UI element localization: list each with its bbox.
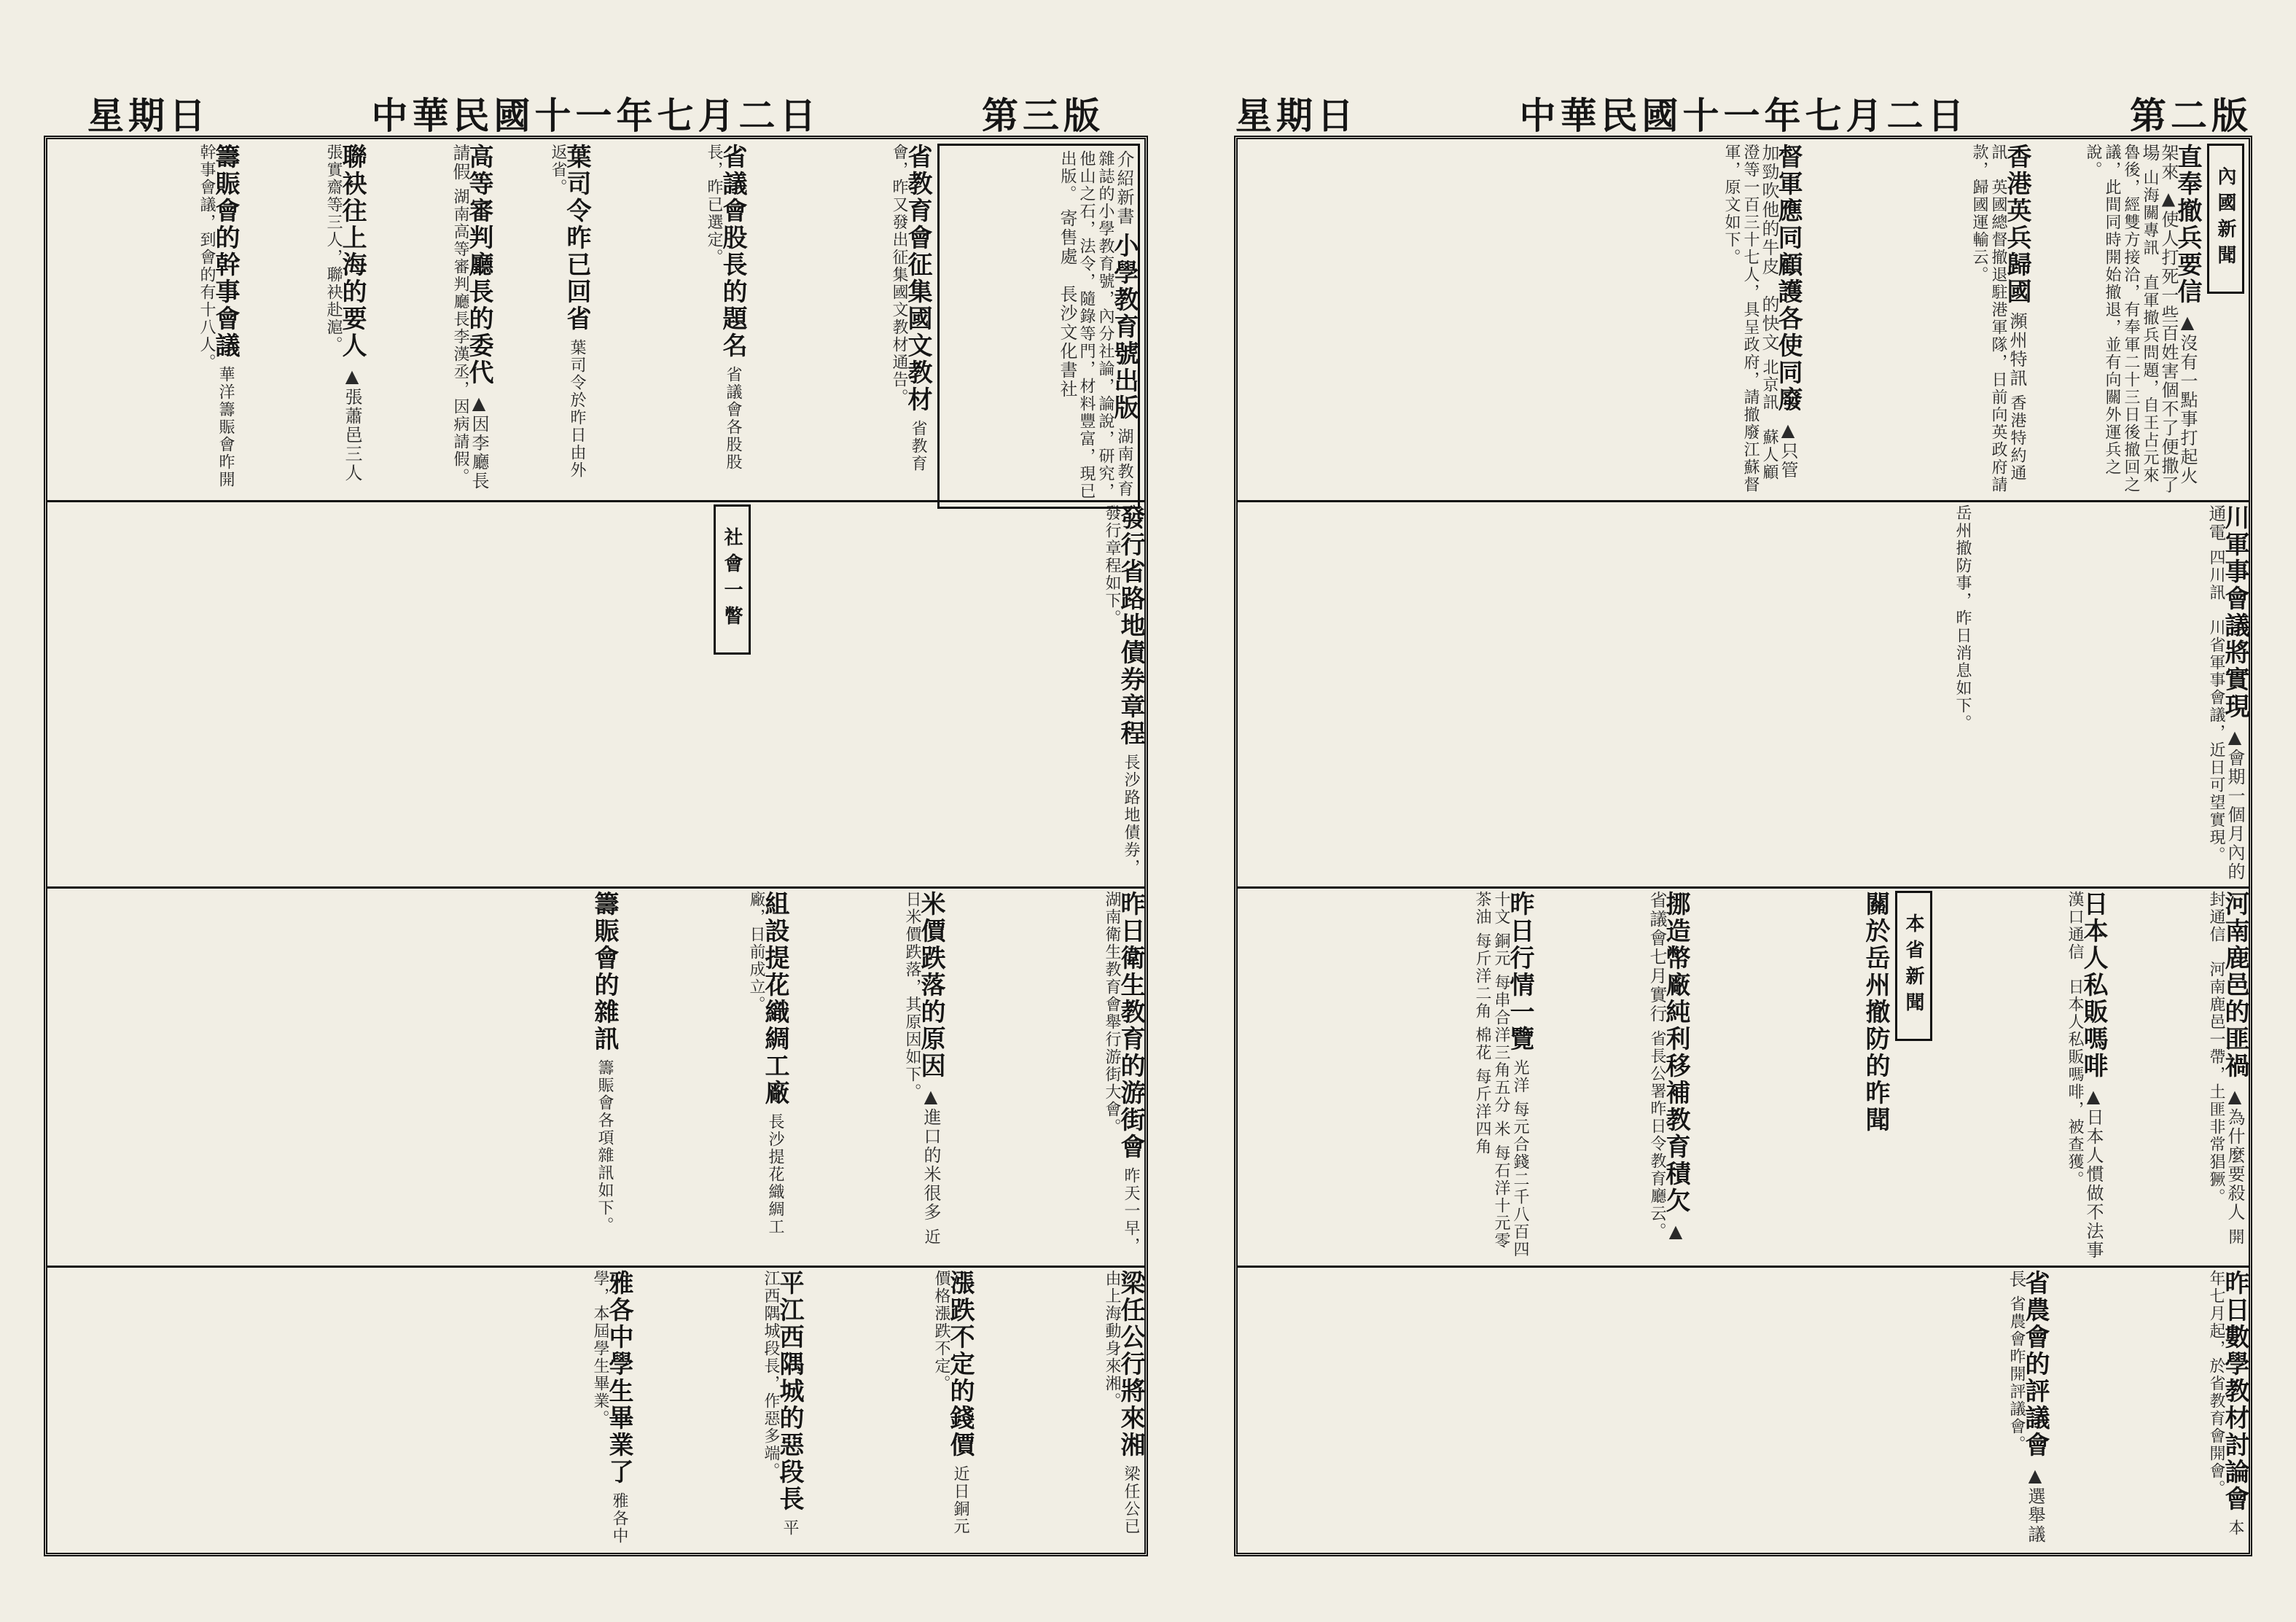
- subhead: ▲張蕭邑三人: [342, 366, 362, 483]
- article: [2037, 144, 2202, 496]
- headline: 省農會的評議會: [2020, 1270, 2050, 1459]
- page-two: [1148, 0, 2296, 1622]
- article: [1539, 891, 1690, 1261]
- article-body: 本年七月起，於省教育會開會。: [2207, 1270, 2244, 1537]
- article-body: 香港特約通訊 英國總督撤退駐港軍隊，日前向英政府請款，歸國運輸云。: [1970, 144, 2026, 494]
- market-title: 昨日行情一覽: [1505, 891, 1534, 1053]
- article-body: 省教育會，昨又發出征集國文教材通告。: [890, 144, 927, 472]
- article-body: 湖南高等審判廳長李漢丞，因病請假。: [451, 188, 469, 486]
- page-three-frame: [44, 136, 1148, 1556]
- headline: 組設提花織綢工廠: [760, 891, 789, 1107]
- article-body: 張實齋等三人，聯袂赴滬。: [324, 144, 343, 354]
- article: [1695, 891, 1890, 1261]
- article: [1808, 144, 2031, 496]
- headline: 平江西隅城的惡段長: [775, 1270, 804, 1513]
- band-1: [47, 139, 1144, 502]
- article-body: 開封通信 河南鹿邑一帶，土匪非常猖獗。: [2207, 891, 2244, 1246]
- article: [1855, 1270, 2050, 1548]
- section-domestic: 內國新聞: [2207, 144, 2244, 294]
- market-row: 米 每石洋十元零: [1492, 1120, 1510, 1249]
- article: [596, 144, 747, 496]
- band-1: [1238, 139, 2249, 502]
- article-body: 長沙提花織綢工廠，日前成立。: [747, 891, 784, 1236]
- subhead: ▲會期一個月內的通電: [2206, 504, 2245, 881]
- article: [761, 504, 1145, 882]
- article: [794, 891, 945, 1261]
- subhead: ▲選舉議長: [2006, 1270, 2045, 1544]
- article-body: 平江西隅城段長，作惡多端。: [762, 1270, 799, 1537]
- band-3: [47, 886, 1144, 1268]
- subhead: ▲進口的米很多: [921, 1086, 941, 1222]
- article: [499, 144, 591, 496]
- headline: 昨日衛生教育的游街會: [1116, 891, 1145, 1161]
- headline: 直奉撤兵要信: [2173, 144, 2202, 305]
- article-body: 近日米價跌落，其原因如下。: [903, 891, 940, 1246]
- subhead: ▲只管加勁吹他的牛皮 的快文: [1759, 144, 1798, 480]
- headline: 聯袂往上海的要人: [337, 144, 367, 359]
- market-table: [1311, 891, 1534, 1261]
- article: [1709, 504, 1972, 882]
- article: [752, 144, 932, 496]
- headline: 省教育會征集國文教材: [903, 144, 932, 413]
- article-body: 長沙路地債券，發行章程如下。: [1103, 504, 1140, 876]
- headline: 河南鹿邑的匪禍: [2220, 891, 2249, 1080]
- section-society: 社會一瞥: [714, 504, 751, 655]
- weekday: 星期日: [87, 94, 210, 137]
- article-body: 華洋籌賑會昨開幹事會議，到會的有十八人。: [198, 144, 235, 488]
- weekday: 星期日: [1235, 94, 1358, 137]
- article: [118, 144, 240, 496]
- subhead: ▲為什麼要殺人: [2225, 1086, 2245, 1222]
- article: [483, 891, 619, 1261]
- page-number: 第二版: [2130, 94, 2252, 137]
- market-row: 光洋 每元合錢二千八百四十文: [1492, 891, 1529, 1258]
- article: [468, 1270, 633, 1548]
- article-body: 省議會各股股長，昨已選定。: [705, 144, 742, 471]
- article-body: 北京訊 蘇人顧澄等一百三十七人，具呈政府，請撤廢江蘇督軍，原文如下。: [1722, 144, 1778, 494]
- subhead: ▲沒有一點事打起火架來 ▲使人打死一些百姓害個不了便撒了場: [2139, 144, 2198, 495]
- article: [1542, 144, 1803, 496]
- article: [1982, 504, 2249, 882]
- band-3: [1238, 886, 2249, 1268]
- article: [639, 1270, 804, 1548]
- article-body: 四川訊 川省軍事會議，近日可望實現。: [2207, 549, 2225, 864]
- market-row: 茶油 每斤洋二角: [1473, 891, 1491, 1020]
- article: [624, 891, 789, 1261]
- article-body: 雅各中學，本屆學生畢業。: [591, 1270, 628, 1545]
- new-book-ad: [937, 144, 1140, 509]
- article: [809, 1270, 975, 1548]
- article: [2055, 1270, 2249, 1548]
- headline: 雅各中學生畢業了: [604, 1270, 633, 1486]
- headline: 督軍應同顧護各使同廢: [1773, 144, 1803, 413]
- subhead: ▲省議會七月實行: [1647, 891, 1686, 1243]
- headline: 川軍事會議將實現: [2220, 504, 2249, 720]
- ad-title: 小學教育號出版: [1109, 233, 1139, 421]
- headline: 籌賑會的幹事會議: [211, 144, 240, 359]
- headline: 梁任公行將來湘: [1116, 1270, 1145, 1459]
- date: 中華民國十一年七月二日: [371, 94, 821, 137]
- article-body: 岳州撤防事，昨日消息如下。: [1953, 504, 1972, 732]
- headline: 日本人私販嗎啡: [2079, 891, 2108, 1080]
- headline: 省議會股長的題名: [718, 144, 747, 359]
- headline: 香港英兵歸國: [2002, 144, 2031, 305]
- article-body: 葉司令於昨日由外返省。: [549, 144, 586, 479]
- article-body: 省長公署昨日令教育廳云。: [1648, 1030, 1666, 1240]
- headline: 高等審判廳長的委代: [464, 144, 493, 386]
- headline: 關於岳州撤防的昨聞: [1861, 891, 1890, 1134]
- page-number: 第三版: [982, 94, 1104, 137]
- article-body: 梁任公已由上海動身來湘。: [1103, 1270, 1140, 1535]
- headline: 漲跌不定的錢價: [945, 1270, 975, 1459]
- headline: 挪造幣廠純利移補教育積欠: [1661, 891, 1690, 1214]
- article: [980, 1270, 1145, 1548]
- article-body: 近日銅元價格漲跌不定。: [932, 1270, 969, 1535]
- headline: 米價跌落的原因: [916, 891, 945, 1080]
- article: [950, 891, 1145, 1261]
- section-local: 本省新聞: [1895, 891, 1932, 1041]
- subhead: ▲因李廳長請假: [450, 144, 489, 491]
- headline: 籌賑會的雜訊: [590, 891, 619, 1053]
- headline: 昨日數學教材討論會: [2220, 1270, 2249, 1513]
- headline: 葉司令昨已回省: [562, 144, 591, 332]
- article-body: 省農會昨開評議會。: [2007, 1295, 2026, 1453]
- article-body: 山海關專訊 直軍撤兵問題，自王占元來魯後，經雙方接洽，有奉軍二十三日後撤回之議，此間同時開始撤退，並有向關外運兵之說。: [2084, 144, 2159, 494]
- ad-body: 湖南教育雜誌的小學教育號，內分社論，論說，研究，他山之石，法令，隨錄等門，材料豐富，現已出版。: [1058, 150, 1133, 500]
- subhead: ▲日本人慣做不法事: [2083, 1086, 2104, 1260]
- market-row: 銅元 每串合洋三角五分: [1492, 932, 1510, 1114]
- band-4: [1238, 1266, 2249, 1553]
- ad-seller: 寄售處 長沙文化書社: [1057, 209, 1077, 399]
- band-2: [1238, 500, 2249, 889]
- subhead: 瀕州特訊: [2007, 312, 2027, 388]
- article: [245, 144, 367, 496]
- date: 中華民國十一年七月二日: [1519, 94, 1969, 137]
- article: [2113, 891, 2249, 1261]
- article: [1942, 891, 2108, 1261]
- article: [372, 144, 493, 496]
- band-4: [47, 1266, 1144, 1553]
- headline: 發行省路地債券章程: [1116, 504, 1145, 747]
- ad-label: 介紹新書: [1114, 150, 1134, 226]
- band-2: [47, 500, 1144, 889]
- article-body: 籌賑會各項雜訊如下。: [596, 1059, 614, 1234]
- article-body: 昨天一早，湖南衛生教育會舉行游街大會。: [1103, 891, 1140, 1255]
- page-two-frame: [1234, 136, 2252, 1556]
- article-body: 漢口通信 日本人私販嗎啡，被查獲。: [2066, 891, 2084, 1188]
- market-row: 棉花 每斤洋四角: [1473, 1026, 1491, 1155]
